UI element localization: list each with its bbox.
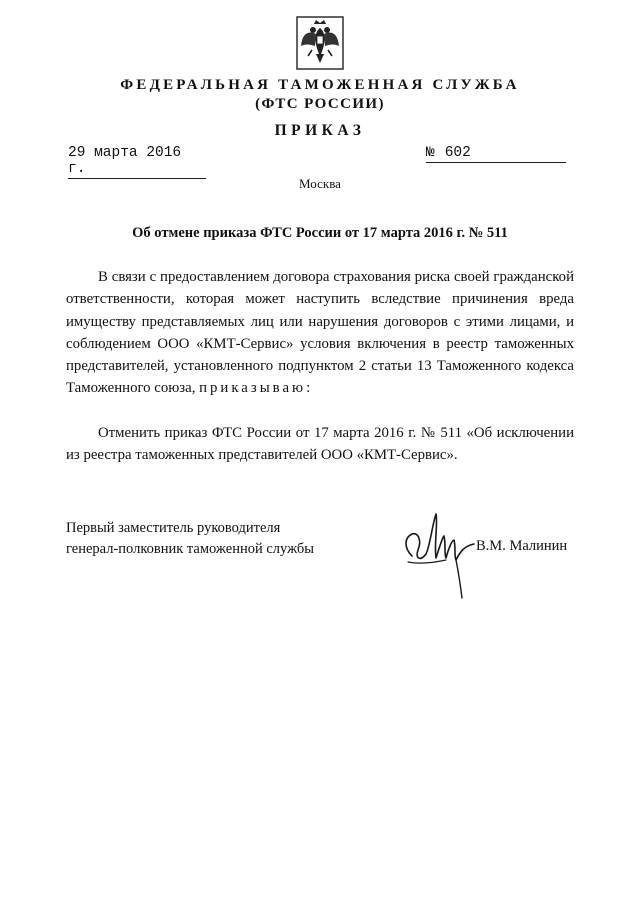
signer-position: [66, 518, 314, 560]
document-date: 29 марта 2016 г.: [68, 145, 182, 177]
organization-name: ФЕДЕРАЛЬНАЯ ТАМОЖЕННАЯ СЛУЖБА: [120, 77, 520, 93]
signer-position-line-2: генерал-полковник таможенной службы: [66, 541, 315, 557]
document-title: Об отмене приказа ФТС России от 17 марта 2016 г. № 511: [132, 225, 508, 241]
document-number: 602: [444, 145, 471, 161]
city-name: Москва: [299, 176, 341, 191]
signer-name: В.М. Малинин: [476, 538, 568, 554]
document-date-field: [68, 145, 206, 179]
paragraph-1-text: В связи с предоставлением договора страхования риска своей гражданской ответственности, которая может наступить вследствие причинения вреда имуществу представляемых лиц или нарушения договоров с этими лицами, и соблюдением ООО «КМТ-Сервис» условия включения в реестр таможенных представителей, установленного подпунктом 2 статьи 13 Таможенного кодекса Таможенного союза,: [66, 269, 574, 397]
body-paragraph-1: [66, 266, 574, 400]
document-number-field: [426, 145, 566, 163]
organization-short-name: (ФТС РОССИИ): [255, 96, 385, 112]
handwritten-signature-icon: [398, 508, 480, 600]
body-paragraph-2: Отменить приказ ФТС России от 17 марта 2016 г. № 511 «Об исключении из реестра таможенных представителей ООО «КМТ-Сервис».: [66, 425, 574, 464]
number-sign: №: [426, 145, 435, 161]
coat-of-arms-icon: [296, 16, 344, 70]
order-word: приказываю:: [199, 380, 314, 397]
signer-position-line-1: Первый заместитель руководителя: [66, 520, 281, 536]
document-type: ПРИКАЗ: [274, 122, 366, 139]
